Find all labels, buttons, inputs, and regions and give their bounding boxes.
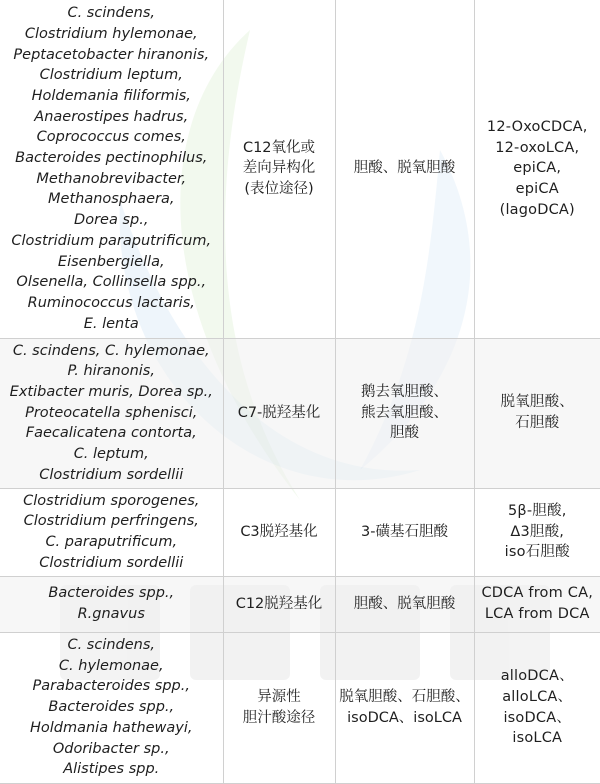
product-cell: [474, 338, 600, 488]
cell-line: Faecalicatena contorta,: [25, 425, 197, 442]
cell-line: 12-OxoCDCA,: [486, 118, 588, 135]
cell-line: alloDCA、: [500, 668, 574, 685]
cell-line: LCA from DCA: [484, 606, 590, 622]
cell-line: (lagoDCA): [499, 201, 575, 218]
cell-line: Bacteroides spp.,: [48, 585, 175, 602]
cell-line: C. hylemonae,: [58, 657, 164, 674]
cell-line: Clostridium leptum,: [39, 67, 183, 84]
cell-line: Bacteroides pectinophilus,: [15, 150, 208, 167]
reaction-cell: [223, 632, 335, 783]
cell-line: isoDCA、: [503, 709, 572, 726]
cell-line: Coprococcus comes,: [36, 129, 186, 146]
cell-line: Parabacteroides spp.,: [32, 678, 190, 695]
cell-line: Ruminococcus lactaris,: [27, 294, 195, 311]
cell-line: Anaerostipes hadrus,: [34, 108, 189, 125]
cell-line: Eisenbergiella,: [57, 253, 165, 270]
cell-line: C. scindens, C. hylemonae,: [12, 342, 210, 359]
cell-line: C3脱羟基化: [240, 523, 318, 540]
reaction-cell: [223, 338, 335, 488]
table-row: [0, 632, 600, 783]
cell-line: C12氧化或: [242, 139, 316, 156]
cell-line: 差向异构化: [242, 160, 316, 177]
cell-line: 异源性: [257, 688, 301, 705]
cell-line: C. leptum,: [73, 446, 149, 463]
cell-line: Holdemania filiformis,: [31, 87, 191, 104]
cell-line: epiCA: [515, 181, 559, 198]
cell-line: isoDCA、isoLCA: [347, 709, 462, 726]
cell-line: Odoribacter sp.,: [52, 740, 170, 757]
cell-line: Methanobrevibacter,: [36, 170, 187, 187]
reaction-cell: [223, 0, 335, 338]
cell-line: alloLCA、: [502, 688, 573, 705]
organisms-cell: [0, 488, 223, 576]
cell-line: E. lenta: [83, 315, 139, 332]
cell-line: C. scindens,: [67, 5, 156, 22]
cell-line: C12脱羟基化: [235, 595, 323, 612]
cell-line: P. hiranonis,: [67, 363, 155, 380]
cell-line: Holdmania hathewayi,: [29, 719, 193, 736]
cell-line: Clostridium sporogenes,: [23, 492, 200, 509]
cell-line: 脱氧胆酸、: [500, 394, 574, 411]
cell-line: CDCA from CA,: [481, 585, 594, 602]
cell-line: Proteocatella sphenisci,: [25, 404, 198, 421]
cell-line: R.gnavus: [77, 606, 145, 622]
product-cell: [474, 576, 600, 632]
cell-line: iso石胆酸: [504, 544, 570, 561]
organisms-cell: [0, 632, 223, 783]
cell-line: Δ3胆酸,: [510, 523, 565, 540]
table-row: [0, 338, 600, 488]
substrate-cell: [335, 576, 474, 632]
organisms-cell: [0, 576, 223, 632]
table-row: [0, 488, 600, 576]
product-cell: [474, 0, 600, 338]
cell-line: 胆酸: [390, 425, 419, 442]
cell-line: 鹅去氧胆酸、: [361, 383, 448, 400]
cell-line: Dorea sp.,: [74, 212, 149, 229]
substrate-cell: [335, 338, 474, 488]
cell-line: epiCA,: [513, 160, 562, 177]
cell-line: 胆酸、脱氧胆酸: [353, 160, 456, 177]
cell-line: 石胆酸: [515, 415, 560, 431]
cell-line: C7-脱羟基化: [237, 404, 321, 421]
cell-line: 熊去氧胆酸、: [361, 404, 448, 421]
cell-line: 胆酸、脱氧胆酸: [353, 595, 456, 612]
table-row: [0, 0, 600, 338]
cell-line: isoLCA: [512, 730, 563, 747]
reaction-cell: [223, 488, 335, 576]
cell-line: Methanosphaera,: [48, 191, 175, 208]
cell-line: 胆汁酸途径: [242, 709, 316, 726]
organisms-cell: [0, 338, 223, 488]
cell-line: 5β-胆酸,: [507, 502, 567, 519]
cell-line: C. scindens,: [67, 637, 156, 654]
cell-line: Clostridium perfringens,: [23, 513, 199, 530]
substrate-cell: [335, 632, 474, 783]
cell-line: Clostridium sordellii: [39, 554, 184, 571]
cell-line: Clostridium hylemonae,: [24, 25, 198, 42]
organisms-cell: [0, 0, 223, 338]
cell-line: Bacteroides spp.,: [48, 699, 175, 716]
cell-line: Alistipes spp.: [63, 761, 160, 778]
cell-line: Olsenella, Collinsella spp.,: [16, 274, 207, 291]
cell-line: Extibacter muris, Dorea sp.,: [9, 383, 213, 400]
cell-line: C. paraputrificum,: [45, 534, 178, 550]
cell-line: 3-磺基石胆酸: [361, 523, 448, 540]
cell-line: Clostridium paraputrificum,: [11, 232, 212, 249]
product-cell: [474, 488, 600, 576]
cell-line: (表位途径): [244, 181, 314, 198]
substrate-cell: [335, 488, 474, 576]
cell-line: Clostridium sordellii: [39, 466, 184, 483]
cell-line: Peptacetobacter hiranonis,: [13, 46, 210, 63]
reaction-cell: [223, 576, 335, 632]
substrate-cell: [335, 0, 474, 338]
cell-line: 12-oxoLCA,: [495, 139, 580, 156]
cell-line: 脱氧胆酸、石胆酸、: [339, 688, 470, 705]
table-row: [0, 576, 600, 632]
product-cell: [474, 632, 600, 783]
